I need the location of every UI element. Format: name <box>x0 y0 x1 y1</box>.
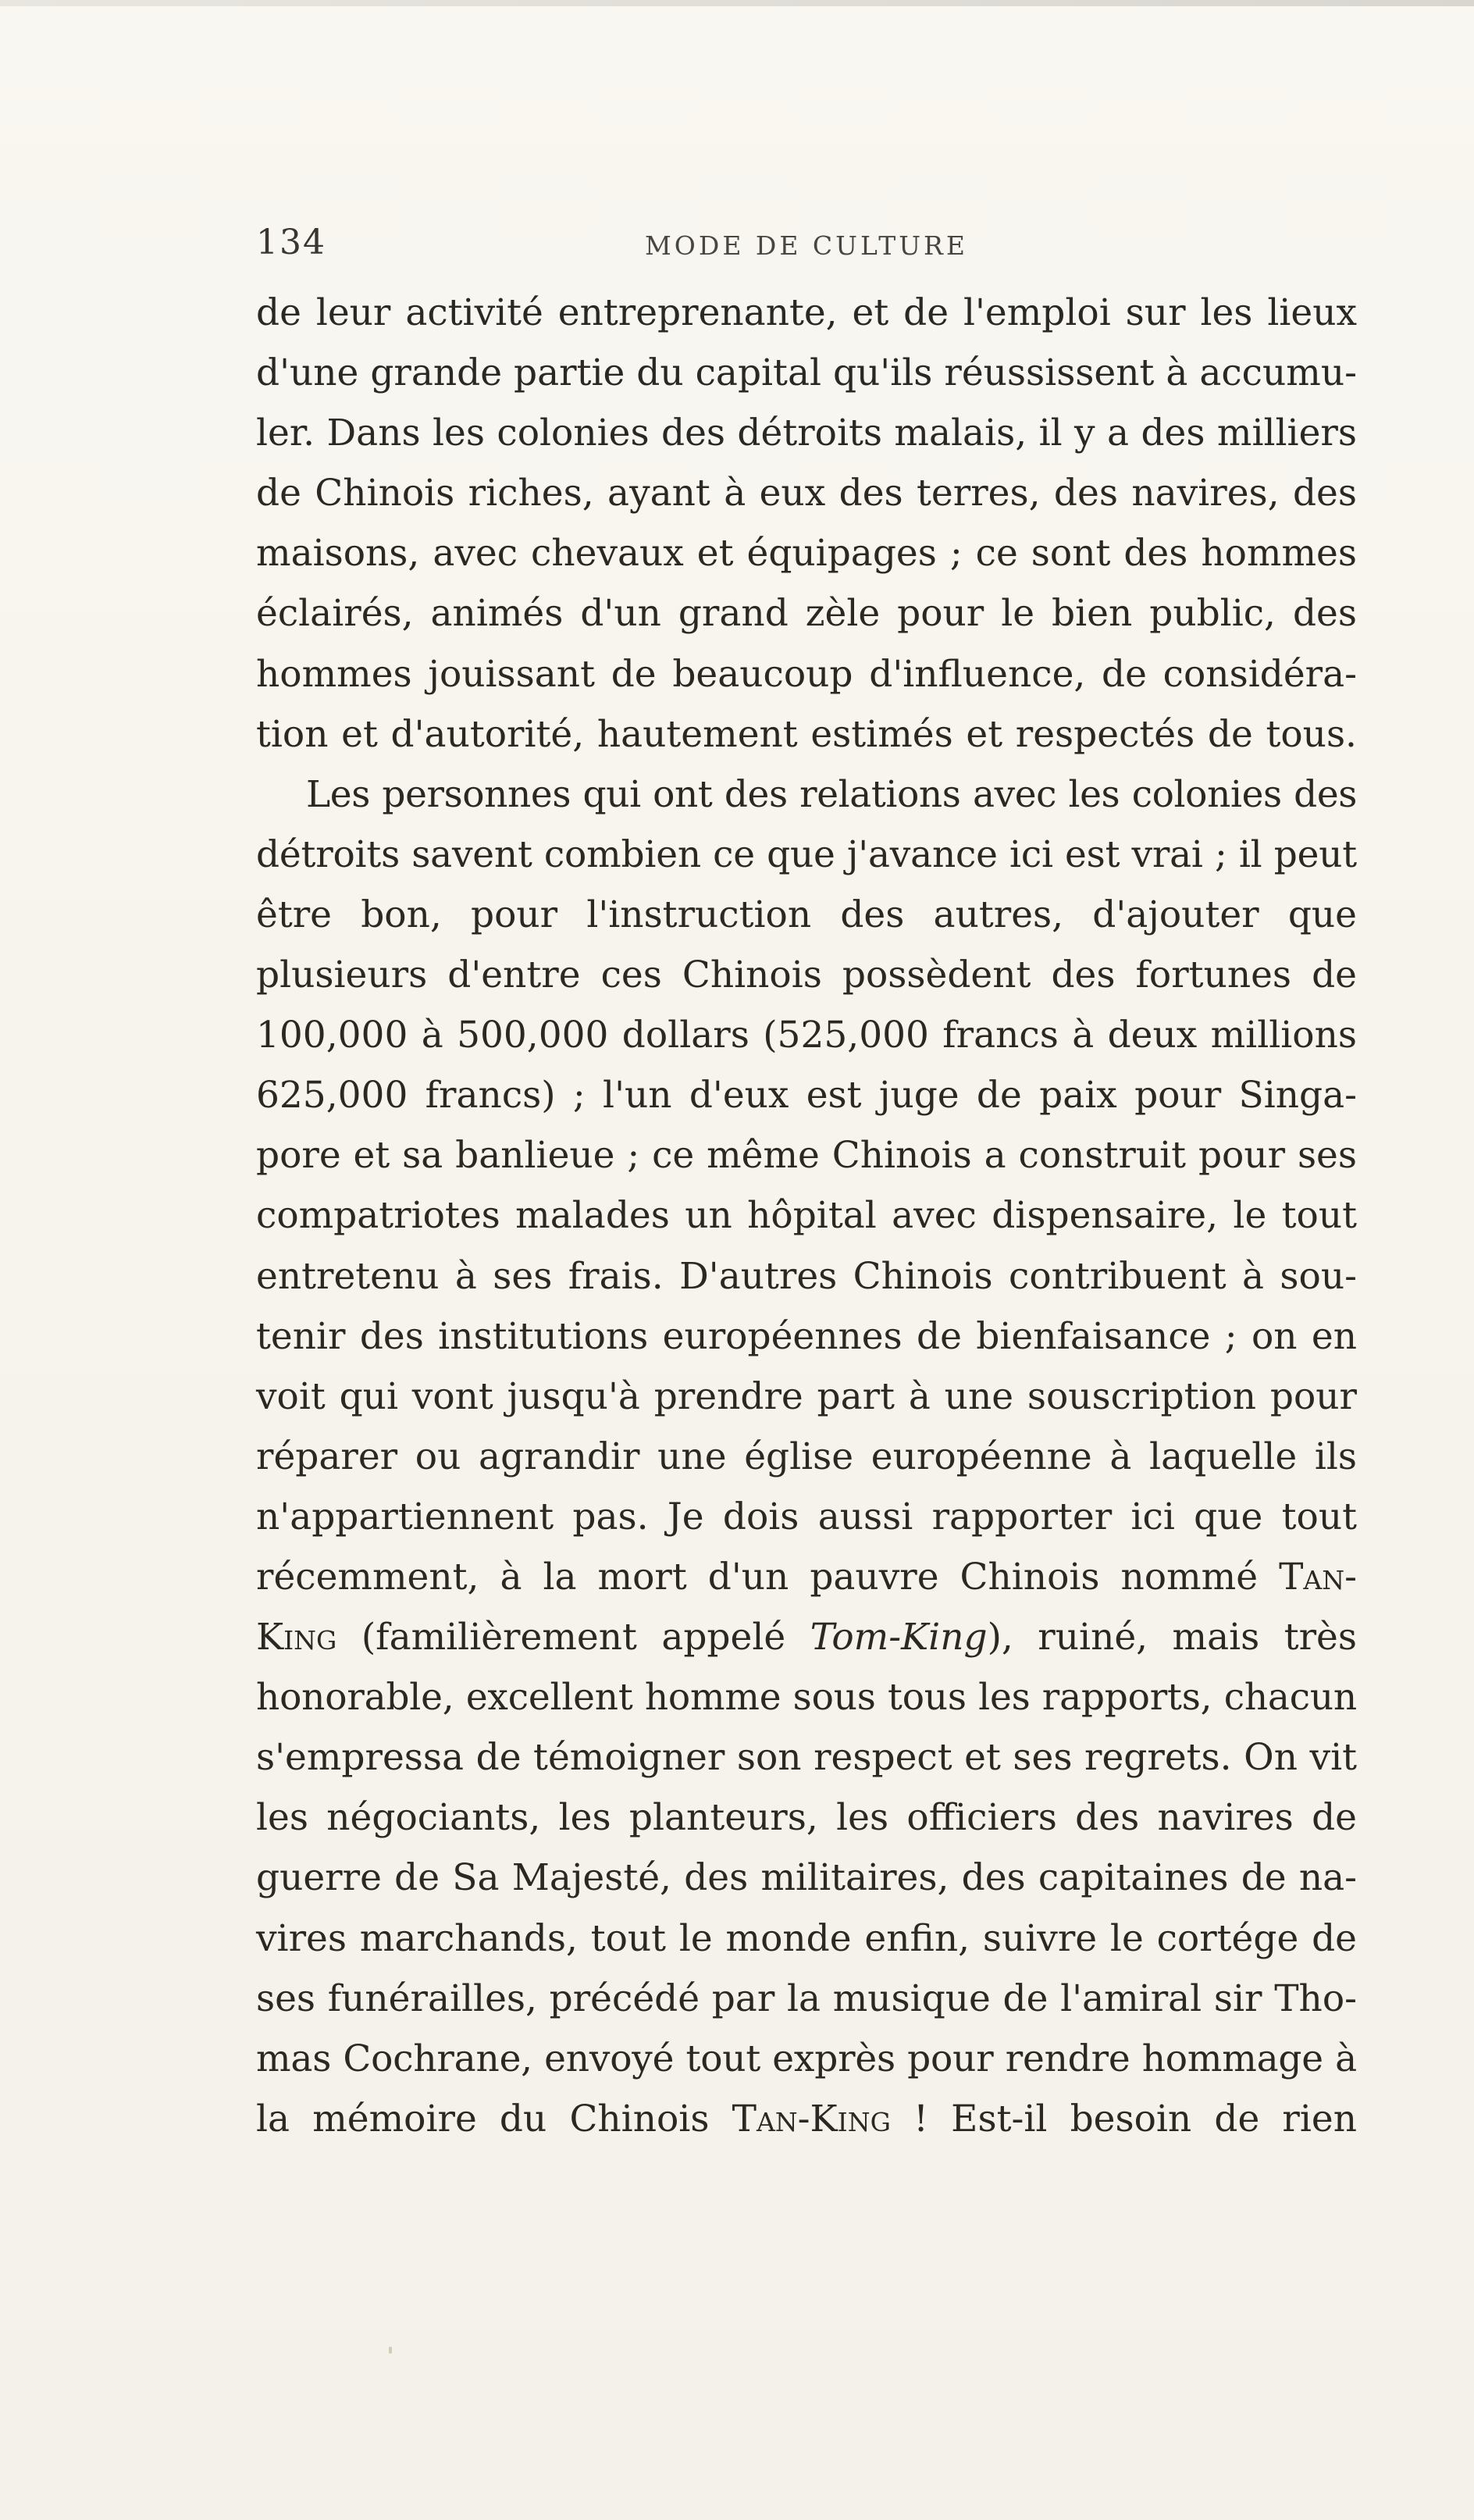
text-line: hommes jouissant de beaucoup d'influence, de considéra- <box>256 652 1357 696</box>
text-run: ! Est-il besoin de rien <box>890 2097 1357 2140</box>
text-line: d'une grande partie du capital qu'ils réussissent à accumu- <box>256 351 1357 395</box>
text-line: détroits savent combien ce que j'avance ici est vrai ; il peut <box>256 832 1357 876</box>
running-title: MODE DE CULTURE <box>645 230 968 261</box>
page-header <box>256 223 1357 277</box>
text-line: mas Cochrane, envoyé tout exprès pour rendre hommage à <box>256 2037 1357 2080</box>
paper-speck <box>389 2347 392 2354</box>
text-line: plusieurs d'entre ces Chinois possèdent des fortunes de <box>256 953 1357 997</box>
text-line: s'empressa de témoigner son respect et ses regrets. On vit <box>256 1736 1357 1780</box>
text-line: tion et d'autorité, hautement estimés et respectés de tous. <box>256 712 1357 756</box>
text-line: vires marchands, tout le monde enfin, suivre le cortége de <box>256 1916 1357 1960</box>
text-line: les négociants, les planteurs, les officiers des navires de <box>256 1796 1357 1840</box>
body-text <box>256 283 1357 2149</box>
text-line: être bon, pour l'instruction des autres, d'ajouter que <box>256 893 1357 936</box>
text-run: la mémoire du Chinois <box>256 2097 732 2140</box>
text-line-tan-king <box>256 1547 1357 1607</box>
text-line: voit qui vont jusqu'à prendre part à une souscription pour <box>256 1374 1357 1418</box>
text-line: éclairés, animés d'un grand zèle pour le bien public, des <box>256 592 1357 636</box>
text-line: tenir des institutions européennes de bienfaisance ; on en <box>256 1314 1357 1358</box>
name-tan-king: Tan-King <box>732 2097 891 2140</box>
text-line: réparer ou agrandir une église européenne à laquelle ils <box>256 1435 1357 1478</box>
paragraph-start-line: Les personnes qui ont des relations avec les colonies des <box>306 772 1357 816</box>
text-line: de leur activité entreprenante, et de l'emploi sur les lieux <box>256 291 1357 334</box>
text-line: pore et sa banlieue ; ce même Chinois a construit pour ses <box>256 1134 1357 1178</box>
text-line: de Chinois riches, ayant à eux des terres, des navires, des <box>256 472 1357 515</box>
text-line: 625,000 francs) ; l'un d'eux est juge de paix pour Singa- <box>256 1074 1357 1117</box>
name-king: King <box>256 1616 337 1659</box>
text-run: ), ruiné, mais très <box>987 1616 1357 1659</box>
text-run: récemment, à la mort d'un pauvre Chinois nommé <box>256 1555 1280 1599</box>
text-line: 100,000 à 500,000 dollars (525,000 francs à deux millions <box>256 1014 1357 1057</box>
page-number: 134 <box>256 223 326 262</box>
text-line-final <box>256 2089 1357 2149</box>
text-run: (familièrement appelé <box>336 1616 810 1659</box>
text-line: ses funérailles, précédé par la musique de l'amiral sir Tho- <box>256 1976 1357 2020</box>
text-line: maisons, avec chevaux et équipages ; ce sont des hommes <box>256 532 1357 576</box>
name-tan-king: Tan- <box>1279 1555 1357 1599</box>
top-edge <box>0 0 1474 6</box>
text-line: ler. Dans les colonies des détroits malais, il y a des milliers <box>256 412 1357 455</box>
name-tom-king: Tom-King <box>810 1616 988 1659</box>
text-line: n'appartiennent pas. Je dois aussi rapporter ici que tout <box>256 1495 1357 1538</box>
text-line: guerre de Sa Majesté, des militaires, des capitaines de na- <box>256 1856 1357 1900</box>
text-line: compatriotes malades un hôpital avec dispensaire, le tout <box>256 1194 1357 1238</box>
text-line: honorable, excellent homme sous tous les rapports, chacun <box>256 1676 1357 1720</box>
text-line-tom-king <box>256 1607 1357 1667</box>
text-line: entretenu à ses frais. D'autres Chinois contribuent à sou- <box>256 1254 1357 1298</box>
